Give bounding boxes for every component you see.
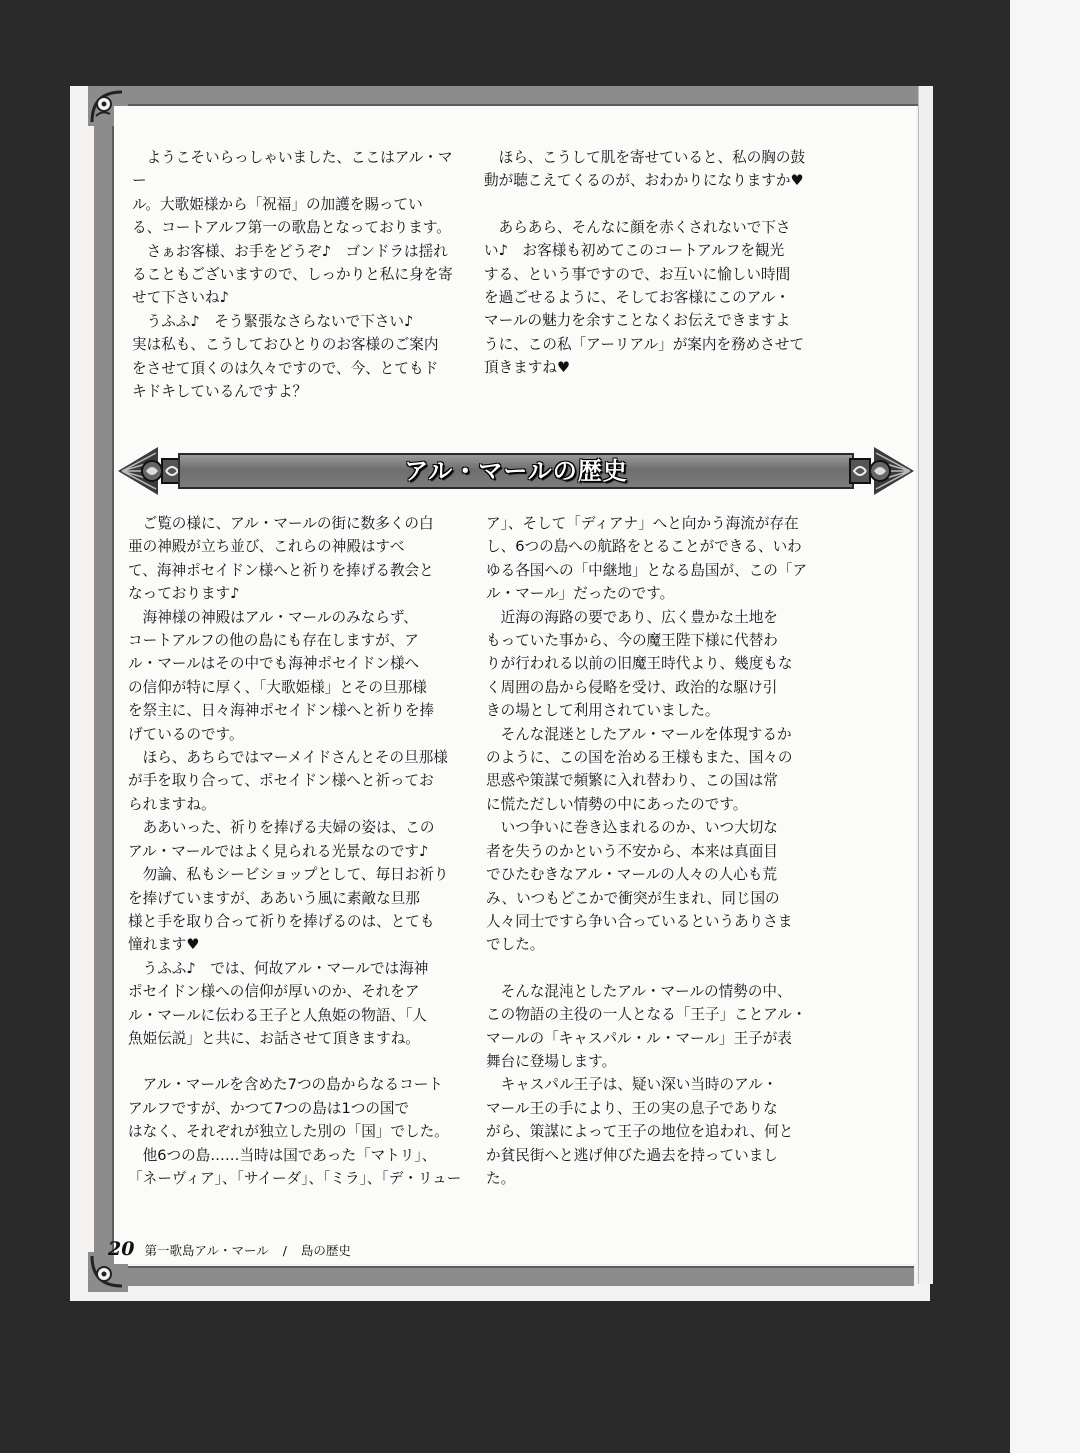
page-frame-right [918, 86, 933, 1284]
text-line: りが行われる以前の旧魔王時代より、幾度もな [486, 655, 793, 673]
text-line: た。 [486, 1169, 516, 1187]
footer-section: 島の歴史 [300, 1243, 351, 1258]
text-line: ご覧の様に、アル・マールの街に数多くの白 [128, 515, 434, 532]
text-line: アルフですが、かつて7つの島は1つの国で [128, 1099, 410, 1117]
text-line: ることもございますので、しっかりと私に身を寄 [132, 266, 453, 284]
fan-ornament-right-icon [848, 441, 920, 501]
text-line: し、6つの島への航路をとることができる、いわ [486, 538, 802, 556]
text-line: 人々同士ですら争い合っているというありさま [486, 912, 793, 930]
text-line: か貧民街へと逃げ伸びた過去を持っていまし [486, 1146, 778, 1164]
text-line: もっていた事から、今の魔王陛下様に代替わ [486, 632, 778, 650]
text-line: い♪ お客様も初めてこのコートアルフを観光 [484, 242, 785, 260]
page-footer [108, 1238, 351, 1262]
text-line: 憧れます♥ [128, 936, 200, 954]
text-line: せて下さいね♪ [132, 289, 229, 307]
text-line: あらあら、そんなに顔を赤くされないで下さ [484, 218, 791, 236]
text-line: 者を失うのかという不安から、本来は真面目 [486, 842, 778, 860]
text-line: 近海の海路の要であり、広く豊かな土地を [486, 608, 778, 626]
text-line: られますね。 [128, 795, 216, 813]
text-line: に慌ただしい情勢の中にあったのです。 [486, 795, 748, 813]
section-heading-banner [112, 441, 920, 501]
text-line: を祭主に、日々海神ポセイドン様へと祈りを捧 [128, 702, 435, 720]
section-heading: アル・マールの歴史 [404, 456, 628, 485]
footer-separator: / [282, 1243, 287, 1258]
text-line: うふふ♪ そう緊張なさらないで下さい♪ [132, 312, 414, 330]
text-line: ル。大歌姫様から「祝福」の加護を賜ってい [132, 195, 423, 213]
page-frame-bottom [94, 1266, 914, 1286]
text-line: ゆる各国への「中継地」となる島国が、この「ア [486, 561, 808, 579]
text-line: のように、この国を治める王様もまた、国々の [486, 749, 793, 767]
text-line: なっております♪ [128, 585, 240, 603]
text-line: ああいった、祈りを捧げる夫婦の姿は、この [128, 819, 435, 837]
text-line: ほら、こうして肌を寄せていると、私の胸の鼓 [484, 149, 806, 166]
intro-column-right [484, 146, 814, 380]
text-line: うふふ♪ では、何故アル・マールでは海神 [128, 959, 429, 977]
text-line: 思惑や策謀で頻繁に入れ替わり、この国は常 [486, 772, 778, 790]
text-line: げているのです。 [128, 725, 244, 743]
text-line: そんな混沌としたアル・マールの情勢の中、 [486, 982, 792, 1000]
text-line: の信仰が特に厚く、「大歌姫様」とその旦那様 [128, 678, 427, 696]
text-line: て、海神ポセイドン様へと祈りを捧げる教会と [128, 561, 434, 579]
text-line: 様と手を取り合って祈りを捧げるのは、とても [128, 912, 435, 930]
text-line: 魚姫伝説」と共に、お話させて頂きますね。 [128, 1029, 420, 1047]
page-number: 20 [108, 1238, 135, 1260]
text-line: 亜の神殿が立ち並び、これらの神殿はすべ [128, 538, 405, 556]
text-line: はなく、それぞれが独立した別の「国」でした。 [128, 1123, 449, 1141]
text-line: 「ネーヴィア」、「サイーダ」、「ミラ」、「デ・リュー [128, 1169, 462, 1187]
text-line: 他6つの島……当時は国であった「マトリ」、 [128, 1146, 437, 1164]
text-line: が手を取り合って、ポセイドン様へと祈ってお [128, 772, 434, 790]
text-line [486, 957, 816, 980]
page-frame-left [94, 86, 114, 1284]
text-line: 動が聴こえてくるのが、おわかりになりますか♥ [484, 172, 804, 190]
text-line: アル・マールではよく見られる光景なのです♪ [128, 842, 429, 860]
intro-column-left [132, 146, 462, 403]
text-line: する、という事ですので、お互いに愉しい時間 [484, 265, 791, 283]
text-line: うに、この私「アーリアル」が案内を務めさせて [484, 335, 805, 353]
text-line: く周囲の島から侵略を受け、政治的な駆け引 [486, 678, 778, 696]
text-line: さぁお客様、お手をどうぞ♪ ゴンドラは揺れ [132, 242, 448, 260]
page-frame-top [94, 86, 932, 106]
text-line: 勿論、私もシービショップとして、毎日お祈り [128, 866, 449, 884]
text-line: マールの魅力を余すことなくお伝えできますよ [484, 312, 791, 330]
text-line: る、コートアルフ第一の歌島となっております。 [132, 219, 451, 237]
text-line: 海神様の神殿はアル・マールのみならず、 [128, 608, 418, 626]
text-line [128, 1050, 468, 1073]
text-line: をさせて頂くのは久々ですので、今、とてもド [132, 359, 439, 377]
footer-chapter: 第一歌島アル・マール [144, 1243, 269, 1258]
text-line: そんな混迷としたアル・マールを体現するか [486, 725, 792, 743]
text-line: マールの「キャスパル・ル・マール」王子が表 [486, 1029, 792, 1047]
history-column-right [486, 512, 816, 1190]
text-line: コートアルフの他の島にも存在しますが、ア [128, 632, 419, 650]
history-column-left [128, 512, 468, 1190]
text-line: ル・マール」だったのです。 [486, 585, 675, 603]
text-line: アル・マールを含めた7つの島からなるコート [128, 1076, 443, 1094]
text-line: でひたむきなアル・マールの人々の人心も荒 [486, 866, 778, 884]
text-line [484, 193, 814, 216]
text-line: でした。 [486, 936, 545, 954]
text-line: 実は私も、こうしておひとりのお客様のご案内 [132, 336, 439, 354]
text-line: きの場として利用されていました。 [486, 702, 720, 720]
text-line: 頂きますね♥ [484, 359, 571, 377]
text-line: マール王の手により、王の実の息子でありな [486, 1099, 778, 1117]
text-line: キャスパル王子は、疑い深い当時のアル・ [486, 1076, 778, 1094]
text-line: 舞台に登場します。 [486, 1052, 617, 1070]
text-line: いつ争いに巻き込まれるのか、いつ大切な [486, 819, 778, 837]
text-line: を過ごせるように、そしてお客様にこのアル・ [484, 289, 790, 307]
text-line: がら、策謀によって王子の地位を追われ、何と [486, 1123, 794, 1141]
text-line: を捧げていますが、ああいう風に素敵な旦那 [128, 889, 420, 907]
text-line: ようこそいらっしゃいました、ここはアル・マー [132, 149, 453, 190]
text-line: ア」、そして「ディアナ」へと向かう海流が存在 [486, 515, 799, 532]
scanner-background-edge [1010, 0, 1080, 1453]
text-line: キドキしているんですよ？ [132, 383, 308, 401]
text-line: ほら、あちらではマーメイドさんとその旦那様 [128, 749, 448, 767]
fan-ornament-left-icon [112, 441, 184, 501]
text-line: ル・マールはその中でも海神ポセイドン様へ [128, 655, 420, 673]
text-line: み、いつもどこかで衝突が生まれ、同じ国の [486, 889, 780, 907]
text-line: ポセイドン様への信仰が厚いのか、それをア [128, 983, 420, 1001]
text-line: ル・マールに伝わる王子と人魚姫の物語、「人 [128, 1006, 427, 1024]
text-line: この物語の主役の一人となる「王子」ことアル・ [486, 1006, 807, 1024]
